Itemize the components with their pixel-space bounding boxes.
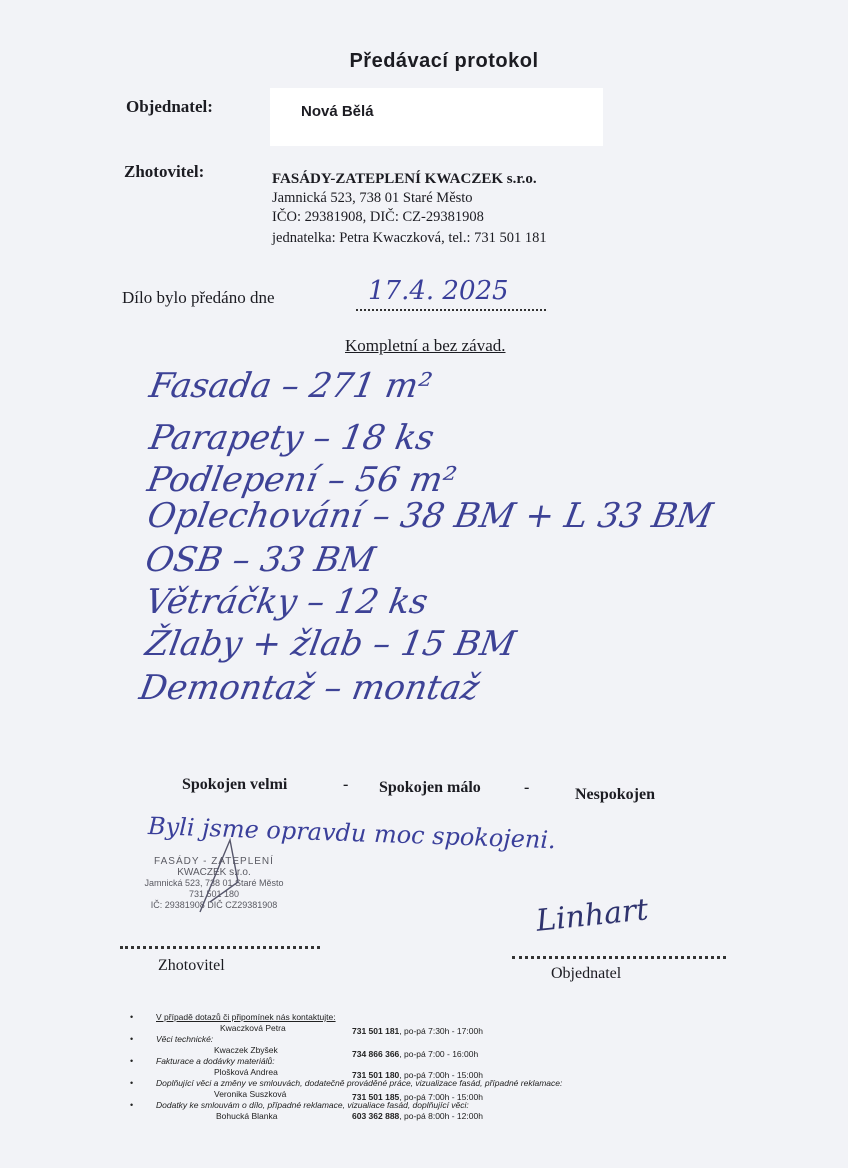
stamp-line: KWACZEK s.r.o. (177, 867, 251, 878)
contact-hours: , po-pá 7:00h - 15:00h (399, 1070, 483, 1080)
stamp-line: IČ: 29381908 DIČ CZ29381908 (150, 900, 278, 910)
contact-person: Veronika Suszková (214, 1089, 287, 1099)
contact-person: Bohucká Blanka (216, 1111, 278, 1121)
item-line: OSB – 33 BM (142, 540, 379, 580)
contact-hours: , po-pá 7:00h - 15:00h (399, 1092, 483, 1102)
contact-phone: 731 501 185 (352, 1092, 400, 1102)
option-separator: - (343, 776, 349, 793)
contractor-address: Jamnická 523, 738 01 Staré Město (272, 190, 473, 206)
option-very-satisfied: Spokojen velmi (182, 776, 288, 793)
contractor-director: jednatelka: Petra Kwaczková, tel.: 731 501 181 (272, 230, 547, 246)
contact-phone: 734 866 366 (352, 1049, 400, 1059)
contractor-caption: Zhotovitel (158, 957, 225, 974)
item-line: Žlaby + žlab – 15 BM (142, 624, 519, 664)
contractor-signature-mark (190, 832, 260, 922)
contact-topic: Doplňující věci a změny ve smlouvách, dodatečně prováděné práce, vizualizace fasád, případné reklamace: (156, 1078, 563, 1088)
contact-hours: , po-pá 8:00h - 12:00h (399, 1111, 483, 1121)
item-line: Oplechování – 38 BM + L 33 BM (144, 496, 716, 536)
client-caption: Objednatel (551, 965, 622, 982)
stamp-line: FASÁDY - ZATEPLENÍ (154, 856, 274, 867)
client-signature: Linhart (534, 892, 650, 939)
client-label: Objednatel: (126, 97, 213, 116)
contact-block: • V případě dotazů či připomínek nás kontaktujte: Kwaczková Petra • Věci technické: 731 501 181, po-pá 7:30h - 17:00h Kwaczek Zbyšek • Fakturace a dodávky materiálů: 734 866 366, po-pá 7:00 - 16:00h Plošková Andrea 731 501 180, po-pá 7:00h - 15:00h • Doplňující věci a změny ve smlouvách, dodatečně prováděné práce, vizualizace fasád, případné reklamace: Veronika Suszková 731 501 185, po-pá 7:00h - 15:00h • Dodatky ke smlouvám o dílo, případné reklamace, vizualiace fasád, doplňující věci: Bohucká Blanka 603 362 888, po-pá 8:00h - 12:00h (130, 1012, 563, 1121)
handover-date: 17.4. 2025 (368, 276, 509, 306)
contractor-label: Zhotovitel: (124, 162, 205, 181)
contractor-signature-line (120, 946, 320, 949)
date-dotted-line (356, 309, 546, 311)
contractor-company: FASÁDY-ZATEPLENÍ KWACZEK s.r.o. (272, 171, 537, 187)
handover-label: Dílo bylo předáno dne (122, 288, 275, 307)
item-line: Fasada – 271 m² (146, 366, 436, 406)
contractor-ids: IČO: 29381908, DIČ: CZ-29381908 (272, 209, 484, 225)
option-little-satisfied: Spokojen málo (379, 779, 481, 796)
item-line: Podlepení – 56 m² (144, 460, 460, 500)
option-not-satisfied: Nespokojen (575, 786, 656, 803)
item-line: Demontaž – montaž (136, 668, 483, 708)
item-line: Parapety – 18 ks (146, 418, 438, 458)
contact-person: Plošková Andrea (214, 1067, 278, 1077)
item-line: Větráčky – 12 ks (142, 582, 431, 622)
stamp-line: 731 501 180 (188, 889, 240, 899)
contact-phone: 731 501 181 (352, 1026, 400, 1036)
satisfaction-comment: Byli jsme opravdu moc spokojeni. (147, 812, 557, 855)
contact-hours: , po-pá 7:00 - 16:00h (399, 1049, 479, 1059)
contact-topic: Fakturace a dodávky materiálů: (156, 1056, 275, 1066)
contact-topic: Věci technické: (156, 1034, 214, 1044)
contact-person: Kwaczková Petra (220, 1023, 286, 1033)
option-separator: - (524, 779, 530, 796)
contact-topic: Dodatky ke smlouvám o dílo, případné reklamace, vizualiace fasád, doplňující věci: (156, 1100, 469, 1110)
client-signature-line (512, 956, 726, 959)
handover-status: Kompletní a bez závad. (345, 336, 506, 355)
contact-phone: 603 362 888 (352, 1111, 400, 1121)
stamp-line: Jamnická 523, 738 01 Staré Město (144, 878, 284, 888)
contact-person: Kwaczek Zbyšek (214, 1045, 278, 1055)
contact-phone: 731 501 180 (352, 1070, 400, 1080)
document-title: Předávací protokol (349, 50, 539, 72)
client-name: Nová Bělá (301, 103, 374, 120)
contact-intro: V případě dotazů či připomínek nás kontaktujte: (156, 1012, 336, 1022)
contact-hours: , po-pá 7:30h - 17:00h (399, 1026, 483, 1036)
